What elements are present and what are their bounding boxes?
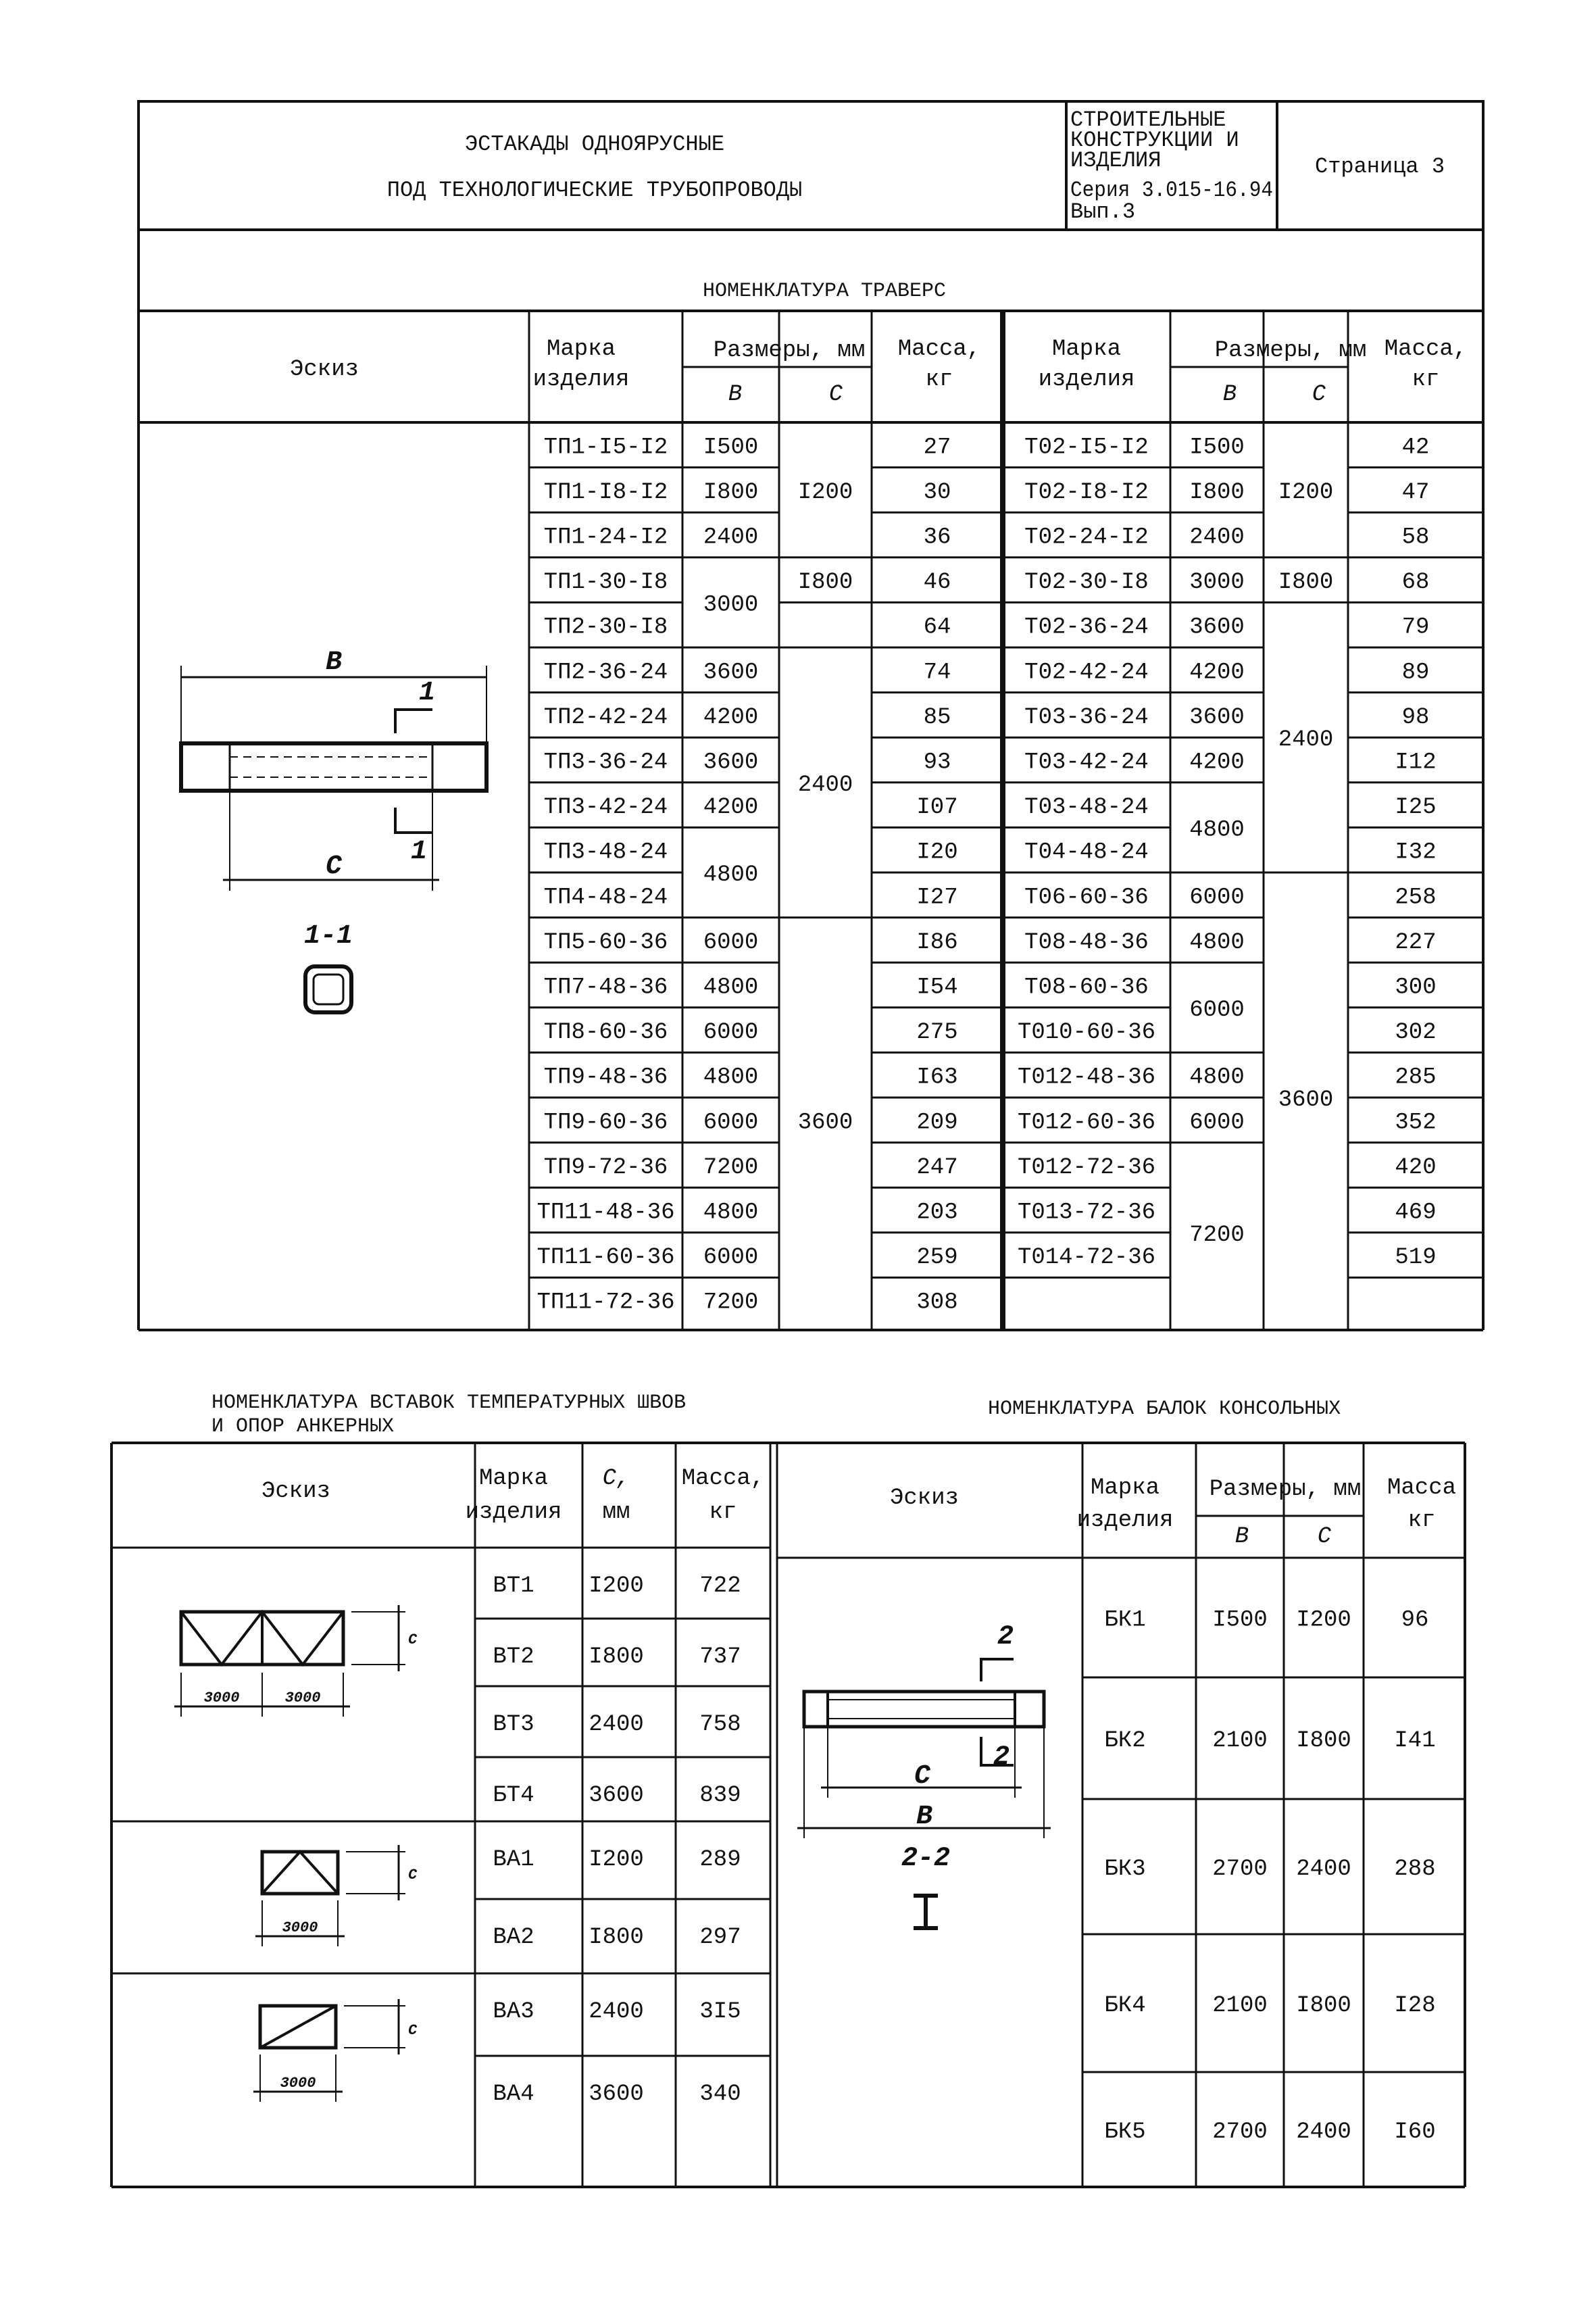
traverse-sketch xyxy=(181,666,487,1012)
insert-sketch-va-diagonal xyxy=(253,1999,405,2102)
vt-span-dim: 3000 xyxy=(284,1690,321,1706)
traverse-mark-cell: ТП1-30-I8 xyxy=(543,570,668,596)
beam-b-cell: 2100 xyxy=(1212,1728,1268,1754)
traverse-b-cell: 6000 xyxy=(703,929,759,956)
traverse-mass-cell: I54 xyxy=(916,975,958,1001)
traverse-mark-cell: ТП1-I8-I2 xyxy=(543,479,668,506)
traverse-b-cell: 6000 xyxy=(1189,885,1245,911)
traverse-mark-cell: Т010-60-36 xyxy=(1017,1020,1156,1046)
traverse-mass-cell: 68 xyxy=(1401,570,1430,596)
traverse-mark-cell: ТП7-48-36 xyxy=(543,975,668,1001)
traverse-b-cell: 4200 xyxy=(703,704,759,731)
beams-grid xyxy=(777,1443,1465,2187)
beam-mark-cell: БК5 xyxy=(1104,2119,1146,2145)
traverse-mass-cell: 30 xyxy=(923,479,951,506)
traverses-rows xyxy=(537,435,1436,1315)
traverse-b-cell: 6000 xyxy=(703,1020,759,1046)
beam-mark-cell: БК2 xyxy=(1104,1728,1146,1754)
document-title-line1: ЭСТАКАДЫ ОДНОЯРУСНЫЕ xyxy=(464,132,725,157)
traverse-mass-cell: I63 xyxy=(916,1064,958,1091)
document-title-line2: ПОД ТЕХНОЛОГИЧЕСКИЕ ТРУБОПРОВОДЫ xyxy=(386,178,803,203)
insert-c-cell: I800 xyxy=(589,1644,644,1670)
traverse-mark-cell: ТП2-42-24 xyxy=(543,704,668,731)
beams-rows xyxy=(1104,1608,1435,2146)
col-mark-header: Марка xyxy=(1051,337,1122,362)
traverse-b-cell: 4800 xyxy=(703,1064,759,1091)
inserts-title-line1: НОМЕНКЛАТУРА ВСТАВОК ТЕМПЕРАТУРНЫХ ШВОВ xyxy=(211,1392,687,1414)
traverse-c-cell: 3600 xyxy=(1278,1087,1334,1113)
insert-mark-cell: ВА4 xyxy=(493,2082,534,2107)
traverse-mark-cell: Т08-60-36 xyxy=(1024,975,1149,1001)
col-sizes-header: Размеры, мм xyxy=(1214,338,1367,364)
traverse-b-cell: 6000 xyxy=(703,1110,759,1136)
col-mark-header: Марка xyxy=(478,1466,549,1492)
beam-b-cell: 2100 xyxy=(1212,1993,1268,2019)
traverse-c-cell: I200 xyxy=(797,479,853,506)
beam-c-cell: 2400 xyxy=(1296,1856,1351,1882)
beam-mass-cell: I60 xyxy=(1394,2119,1436,2145)
insert-mark-cell: ВТ3 xyxy=(493,1712,534,1738)
traverse-mark-cell: ТП4-48-24 xyxy=(543,885,668,911)
traverse-mark-cell: ТП2-30-I8 xyxy=(543,614,668,641)
insert-mass-cell: 289 xyxy=(699,1847,741,1873)
traverse-mark-cell: Т02-30-I8 xyxy=(1024,570,1149,596)
col-b-header: B xyxy=(1222,382,1237,408)
traverse-mark-cell: Т012-60-36 xyxy=(1017,1110,1156,1136)
traverse-mass-cell: 46 xyxy=(923,570,951,596)
traverse-mass-cell: 302 xyxy=(1395,1020,1437,1046)
col-mark-header: Марка xyxy=(1090,1475,1160,1501)
traverse-mark-cell: Т02-I8-I2 xyxy=(1024,479,1149,506)
insert-mass-cell: 758 xyxy=(699,1712,741,1738)
traverse-mark-cell: ТП9-72-36 xyxy=(543,1154,668,1181)
col-mass-header: Масса, xyxy=(681,1466,765,1492)
col-mass-header: кг xyxy=(709,1500,737,1525)
insert-mass-cell: 737 xyxy=(699,1644,741,1670)
beam-dim-c: C xyxy=(914,1761,931,1792)
traverse-mass-cell: 259 xyxy=(916,1245,958,1271)
col-mass-header: кг xyxy=(1412,367,1440,393)
section-label-1-1: 1-1 xyxy=(303,921,353,952)
traverse-mass-cell: I86 xyxy=(916,929,958,956)
traverse-b-cell: 6000 xyxy=(703,1245,759,1271)
insert-c-cell: 3600 xyxy=(589,2082,644,2107)
traverse-mass-cell: 352 xyxy=(1395,1110,1437,1136)
va-c-dim: C xyxy=(408,1867,418,1884)
insert-c-cell: 3600 xyxy=(589,1783,644,1808)
col-sketch-header: Эскиз xyxy=(889,1485,959,1511)
col-b-header: B xyxy=(1235,1524,1249,1550)
traverse-mass-cell: 285 xyxy=(1395,1064,1437,1091)
beam-mark-cell: БК1 xyxy=(1104,1607,1146,1633)
section-mark-2: 2 xyxy=(997,1622,1014,1652)
traverse-b-cell: 4800 xyxy=(1189,1064,1245,1091)
traverse-mass-cell: 420 xyxy=(1395,1154,1437,1181)
traverse-mark-cell: Т08-48-36 xyxy=(1024,929,1149,956)
beam-c-cell: I800 xyxy=(1296,1728,1351,1754)
series-line: КОНСТРУКЦИИ И xyxy=(1070,128,1239,153)
traverse-b-cell: 4200 xyxy=(1189,749,1245,776)
traverse-b-cell: 7200 xyxy=(703,1154,759,1181)
beam-mass-cell: I28 xyxy=(1394,1993,1436,2019)
beam-mark-cell: БК4 xyxy=(1104,1993,1146,2019)
col-mark-header: изделия xyxy=(532,367,630,393)
traverse-mass-cell: 300 xyxy=(1395,975,1437,1001)
traverse-b-cell: 3000 xyxy=(703,592,759,618)
insert-mass-cell: 839 xyxy=(699,1783,741,1808)
series-line: ИЗДЕЛИЯ xyxy=(1070,148,1162,173)
traverse-b-cell: I800 xyxy=(1189,479,1245,506)
col-sizes-header: Размеры, мм xyxy=(713,338,866,364)
insert-mark-cell: ВА2 xyxy=(493,1925,534,1950)
traverse-c-cell: I800 xyxy=(797,570,853,596)
traverse-mass-cell: 27 xyxy=(923,435,951,461)
series-info xyxy=(1070,107,1273,224)
traverse-mass-cell: 64 xyxy=(923,614,951,641)
beam-b-cell: 2700 xyxy=(1212,1856,1268,1882)
traverse-c-cell: 2400 xyxy=(1278,727,1334,754)
col-mass-header: Масса, xyxy=(1384,337,1468,362)
traverse-mass-cell: I25 xyxy=(1395,795,1437,821)
beam-mark-cell: БК3 xyxy=(1104,1856,1146,1882)
col-mark-header: изделия xyxy=(465,1500,562,1525)
beam-dim-b: B xyxy=(916,1802,933,1832)
traverse-mark-cell: Т03-42-24 xyxy=(1024,749,1149,776)
traverse-mark-cell: ТП3-42-24 xyxy=(543,795,668,821)
traverse-mark-cell: Т014-72-36 xyxy=(1017,1245,1156,1271)
vt-c-dim: C xyxy=(408,1631,418,1648)
inserts-title-line2: И ОПОР АНКЕРНЫХ xyxy=(211,1415,395,1438)
traverse-mark-cell: ТП11-48-36 xyxy=(537,1200,675,1226)
beam-b-cell: I500 xyxy=(1212,1607,1268,1633)
traverse-b-cell: 4200 xyxy=(703,795,759,821)
insert-c-cell: 2400 xyxy=(589,1999,644,2025)
traverse-b-cell: 4800 xyxy=(1189,817,1245,843)
insert-mass-cell: 3I5 xyxy=(699,1999,741,2025)
traverse-mass-cell: 98 xyxy=(1401,704,1430,731)
traverse-mark-cell: Т06-60-36 xyxy=(1024,885,1149,911)
traverse-c-cell: I200 xyxy=(1278,479,1334,506)
traverse-mark-cell: ТП1-I5-I2 xyxy=(543,435,668,461)
traverse-mark-cell: Т03-36-24 xyxy=(1024,704,1149,731)
traverse-mass-cell: 209 xyxy=(916,1110,958,1136)
traverse-mark-cell: ТП3-36-24 xyxy=(543,749,668,776)
traverse-mass-cell: 47 xyxy=(1401,479,1430,506)
va-span-dim: 3000 xyxy=(280,2075,316,2092)
traverse-mass-cell: 469 xyxy=(1395,1200,1437,1226)
insert-mark-cell: ВА3 xyxy=(493,1999,534,2025)
traverse-b-cell: 4800 xyxy=(703,862,759,888)
traverse-mass-cell: 36 xyxy=(923,524,951,551)
col-c-header: C xyxy=(1317,1524,1332,1550)
traverse-mass-cell: 85 xyxy=(923,704,951,731)
insert-mass-cell: 297 xyxy=(699,1925,741,1950)
traverse-mark-cell: Т02-I5-I2 xyxy=(1024,435,1149,461)
traverse-b-cell: 2400 xyxy=(1189,524,1245,551)
col-mark-header: изделия xyxy=(1038,367,1135,393)
traverse-mass-cell: 89 xyxy=(1401,660,1430,686)
beam-mass-cell: 96 xyxy=(1401,1607,1429,1633)
col-sketch-header: Эскиз xyxy=(261,1479,331,1504)
traverse-b-cell: 2400 xyxy=(703,524,759,551)
traverse-b-cell: 7200 xyxy=(703,1289,759,1316)
traverse-mass-cell: I07 xyxy=(916,795,958,821)
traverse-mass-cell: 79 xyxy=(1401,614,1430,641)
traverse-mark-cell: ТП1-24-I2 xyxy=(543,524,668,551)
series-number: Серия 3.015-16.94 xyxy=(1070,178,1273,203)
section-mark-1: 1 xyxy=(419,678,436,708)
traverse-mass-cell: I27 xyxy=(916,885,958,911)
traverse-b-cell: 3000 xyxy=(1189,570,1245,596)
traverse-mass-cell: 258 xyxy=(1395,885,1437,911)
col-mass-header: кг xyxy=(925,367,953,393)
beam-b-cell: 2700 xyxy=(1212,2119,1268,2145)
traverse-b-cell: I500 xyxy=(703,435,759,461)
traverse-mass-cell: 203 xyxy=(916,1200,958,1226)
traverse-mark-cell: Т04-48-24 xyxy=(1024,839,1149,866)
traverse-mark-cell: ТП9-48-36 xyxy=(543,1064,668,1091)
series-line: СТРОИТЕЛЬНЫЕ xyxy=(1070,107,1226,132)
traverse-dim-c: C xyxy=(325,852,343,882)
beam-c-cell: I200 xyxy=(1296,1607,1351,1633)
traverse-c-cell: I800 xyxy=(1278,570,1334,596)
col-b-header: B xyxy=(728,382,743,408)
traverse-mark-cell: ТП11-72-36 xyxy=(537,1289,675,1316)
traverse-mass-cell: 58 xyxy=(1401,524,1430,551)
section-mark-2: 2 xyxy=(993,1742,1010,1773)
col-mark-header: изделия xyxy=(1076,1508,1174,1533)
col-mass-header: Масса xyxy=(1387,1475,1457,1501)
insert-c-cell: I200 xyxy=(589,1847,644,1873)
col-mass-header: кг xyxy=(1407,1508,1436,1533)
issue-number: Вып.3 xyxy=(1070,199,1136,224)
traverse-b-cell: 3600 xyxy=(703,660,759,686)
traverse-mass-cell: I32 xyxy=(1395,839,1437,866)
traverse-b-cell: 4800 xyxy=(1189,929,1245,956)
insert-mark-cell: БТ4 xyxy=(493,1783,534,1808)
insert-mass-cell: 340 xyxy=(699,2082,741,2107)
beam-c-cell: 2400 xyxy=(1296,2119,1351,2145)
beams-title: НОМЕНКЛАТУРА БАЛОК КОНСОЛЬНЫХ xyxy=(988,1398,1341,1421)
col-mass-header: Масса, xyxy=(897,337,981,362)
traverse-mark-cell: ТП2-36-24 xyxy=(543,660,668,686)
col-c-header: C xyxy=(1312,382,1326,408)
va-span-dim: 3000 xyxy=(282,1919,318,1936)
traverse-mark-cell: Т012-72-36 xyxy=(1017,1154,1156,1181)
traverse-mass-cell: 275 xyxy=(916,1020,958,1046)
traverse-b-cell: I800 xyxy=(703,479,759,506)
traverse-b-cell: 3600 xyxy=(1189,704,1245,731)
traverse-mark-cell: Т02-42-24 xyxy=(1024,660,1149,686)
traverse-b-cell: 4200 xyxy=(1189,660,1245,686)
beam-mass-cell: I41 xyxy=(1394,1728,1436,1754)
traverse-mark-cell: ТП3-48-24 xyxy=(543,839,668,866)
traverse-mass-cell: 93 xyxy=(923,749,951,776)
va-c-dim: C xyxy=(408,2022,418,2039)
inserts-grid xyxy=(111,1443,770,2187)
traverse-mass-cell: I12 xyxy=(1395,749,1437,776)
insert-c-cell: I200 xyxy=(589,1573,644,1599)
insert-mark-cell: ВА1 xyxy=(493,1847,534,1873)
beam-c-cell: I800 xyxy=(1296,1993,1351,2019)
traverse-b-cell: I500 xyxy=(1189,435,1245,461)
traverse-mass-cell: 308 xyxy=(916,1289,958,1316)
insert-c-cell: 2400 xyxy=(589,1712,644,1738)
traverse-b-cell: 4800 xyxy=(703,975,759,1001)
traverse-mass-cell: 247 xyxy=(916,1154,958,1181)
vt-span-dim: 3000 xyxy=(203,1690,240,1706)
traverse-mark-cell: Т013-72-36 xyxy=(1017,1200,1156,1226)
traverse-mass-cell: 74 xyxy=(923,660,951,686)
insert-mark-cell: ВТ1 xyxy=(493,1573,534,1599)
inserts-rows xyxy=(493,1573,741,2107)
traverse-dim-b: B xyxy=(325,647,343,678)
traverse-mark-cell: ТП11-60-36 xyxy=(537,1245,675,1271)
traverse-mass-cell: I20 xyxy=(916,839,958,866)
traverse-mass-cell: 42 xyxy=(1401,435,1430,461)
col-c-header: мм xyxy=(602,1500,630,1525)
traverse-mark-cell: Т02-24-I2 xyxy=(1024,524,1149,551)
traverse-b-cell: 3600 xyxy=(703,749,759,776)
col-sketch-header: Эскиз xyxy=(289,357,359,383)
traverse-mark-cell: ТП5-60-36 xyxy=(543,929,668,956)
traverse-mark-cell: Т012-48-36 xyxy=(1017,1064,1156,1091)
insert-c-cell: I800 xyxy=(589,1925,644,1950)
traverses-grid xyxy=(529,311,1483,1330)
insert-sketch-va-truss xyxy=(255,1845,405,1946)
traverse-c-cell: 3600 xyxy=(797,1110,853,1136)
col-sizes-header: Размеры, мм xyxy=(1209,1477,1362,1502)
traverse-b-cell: 6000 xyxy=(1189,997,1245,1023)
traverse-mark-cell: ТП9-60-36 xyxy=(543,1110,668,1136)
traverse-b-cell: 3600 xyxy=(1189,614,1245,641)
title-block xyxy=(139,101,1483,230)
traverse-mass-cell: 227 xyxy=(1395,929,1437,956)
col-c-header: C, xyxy=(602,1466,630,1492)
beam-sketch xyxy=(797,1659,1051,1928)
insert-mass-cell: 722 xyxy=(699,1573,741,1599)
traverse-c-cell: 2400 xyxy=(797,772,853,798)
traverse-b-cell: 4800 xyxy=(703,1200,759,1226)
traverse-mark-cell: ТП8-60-36 xyxy=(543,1020,668,1046)
traverses-title: НОМЕНКЛАТУРА ТРАВЕРС xyxy=(702,280,947,303)
traverse-b-cell: 6000 xyxy=(1189,1110,1245,1136)
insert-mark-cell: ВТ2 xyxy=(493,1644,534,1670)
traverse-mark-cell: Т03-48-24 xyxy=(1024,795,1149,821)
traverse-b-cell: 7200 xyxy=(1189,1222,1245,1248)
traverse-mass-cell: 519 xyxy=(1395,1245,1437,1271)
col-c-header: C xyxy=(828,382,843,408)
beam-mass-cell: 288 xyxy=(1394,1856,1436,1882)
section-mark-1: 1 xyxy=(411,837,428,867)
col-mark-header: Марка xyxy=(546,337,616,362)
section-label-2-2: 2-2 xyxy=(901,1844,951,1874)
page-number: Страница 3 xyxy=(1314,154,1445,179)
traverse-mark-cell: Т02-36-24 xyxy=(1024,614,1149,641)
